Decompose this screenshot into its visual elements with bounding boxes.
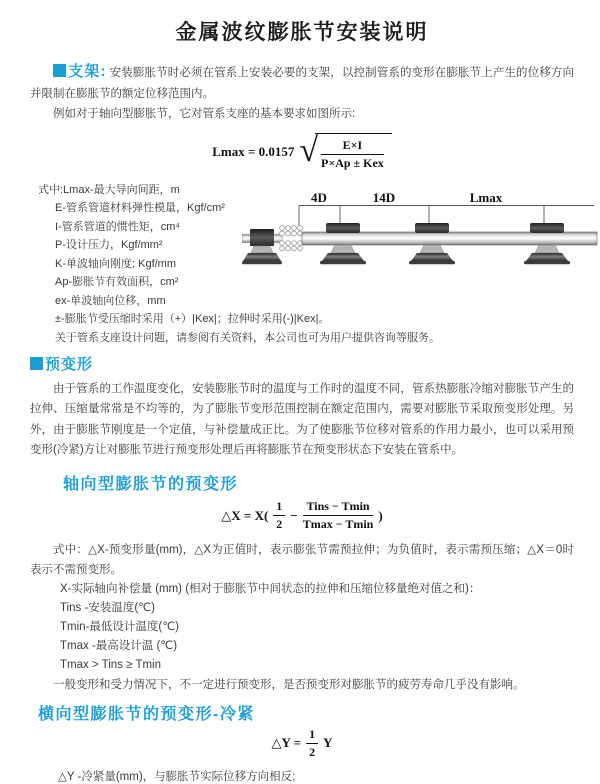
temp-numerator: Tins − Tmin bbox=[303, 499, 374, 516]
bellows-icon bbox=[280, 226, 303, 251]
minus-sign: − bbox=[290, 507, 298, 523]
support-example-line: 例如对于轴向型膨胀节，它对管系支座的基本要求如图所示: bbox=[53, 108, 356, 120]
axial-formula-lhs: △X = X( bbox=[221, 507, 269, 523]
definition-line: Tins -安装温度(℃) bbox=[60, 601, 155, 614]
definition-line: Tmin-最低设计温度(℃) bbox=[60, 620, 179, 633]
definition-line: 式中:Lmax-最大导向间距，m bbox=[38, 183, 180, 196]
definition-line: X-实际轴向补偿量 (mm) (相对于膨胀节中间状态的拉伸和压缩位移量绝对值之和)： bbox=[60, 582, 481, 595]
dim-label-lmax: Lmax bbox=[469, 192, 503, 205]
definition-line: Tmax -最高设计温 (℃) bbox=[60, 639, 178, 652]
lateral-subsection-heading: 横向型膨胀节的预变形-冷紧 bbox=[38, 706, 255, 723]
half-fraction bbox=[273, 499, 285, 532]
pipe-support-diagram bbox=[242, 192, 598, 289]
sqrt-numerator: E×I bbox=[321, 138, 384, 155]
definition-line: 关于管系支座设计问题，请参阅有关资料，本公司也可为用户提供咨询等服务。 bbox=[55, 331, 440, 344]
half-fraction bbox=[306, 727, 318, 760]
definition-line: P-设计压力，Kgf/mm² bbox=[55, 239, 163, 251]
axial-remark-line: 一般变形和受力情况下，不一定进行预变形，是否预变形对膨胀节的疲劳寿命几乎没有影响。 bbox=[53, 678, 525, 691]
axial-formula-rhs: ) bbox=[378, 507, 383, 523]
lmax-formula bbox=[30, 131, 574, 173]
axial-note-paragraph: 式中：△X-预变形量(mm)，△X为正值时，表示膨张节需预拉伸；为负值时，表示需预压缩；△X＝0时表示不需预变形。 bbox=[30, 543, 574, 576]
dim-label-14d: 14D bbox=[372, 192, 396, 205]
temp-denominator: Tmax − Tmin bbox=[302, 517, 374, 531]
definition-line: ±-膨胀节受压缩时采用（+）|Kex|；拉伸时采用(-)|Kex|。 bbox=[55, 313, 330, 325]
axial-subsection-heading: 轴向型膨胀节的预变形 bbox=[63, 475, 239, 493]
half-denominator: 2 bbox=[309, 744, 316, 759]
definition-line: Tmax > Tins ≥ Tmin bbox=[60, 658, 161, 671]
section-bullet-icon bbox=[30, 357, 43, 370]
preset-body-paragraph: 由于管系的工作温度变化，安装膨胀节时的温度与工作时的温度不同，管系热膨胀冷缩对膨胀节产生的拉伸、压缩量常常是不均等的，为了膨胀节变形范围控制在额定范围内，需要对膨胀节采取预变形处理。另外，由于膨胀节刚度是一个定值，与补偿量成正比。为了使膨胀节位移对管系的作用力最小，也可以采用预变形(冷紧)方让对膨胀节进行预变形处理后再将膨胀节在预变形状态下安装在管系中。 bbox=[30, 382, 574, 456]
pipe bbox=[302, 232, 597, 245]
lateral-formula-lhs: △Y = bbox=[271, 735, 302, 750]
anchor-support bbox=[242, 229, 282, 264]
lateral-formula bbox=[30, 728, 574, 758]
preset-section-heading: 预变形 bbox=[45, 356, 94, 373]
half-numerator: 1 bbox=[273, 499, 285, 516]
definition-line: Ap-膨胀节有效面积，cm² bbox=[55, 276, 179, 288]
definition-line: K-单波轴向刚度; Kgf/mm bbox=[55, 257, 177, 270]
axial-formula bbox=[30, 498, 574, 534]
axial-definition-list bbox=[30, 580, 574, 675]
support-intro-text: 安装膨胀节时必须在管系上安装必要的支架，以控制管系的变形在膨胀节上产生的位移方向并限制在膨胀节的额定位移范围内。 bbox=[30, 67, 575, 100]
lateral-note-line: △Y -冷紧量(mm)，与膨胀节实际位移方向相反; bbox=[58, 771, 296, 783]
definition-line: ex-单波轴向位移，mm bbox=[55, 294, 166, 307]
half-numerator: 1 bbox=[306, 727, 318, 744]
sqrt-radical bbox=[299, 133, 391, 171]
lateral-formula-rhs: Y bbox=[323, 735, 333, 750]
definition-line: E-管系管道材料弹性模量，Kgf/cm² bbox=[55, 202, 225, 214]
support-section-heading: 支架: bbox=[68, 63, 107, 80]
support-intro-paragraph bbox=[30, 62, 574, 104]
lmax-formula-lhs: Lmax = 0.0157 bbox=[212, 143, 295, 159]
page-title: 金属波纹膨胀节安装说明 bbox=[175, 21, 429, 44]
dim-label-4d: 4D bbox=[311, 192, 327, 205]
section-bullet-icon bbox=[53, 64, 66, 77]
definition-line: I-管系管道的惯性矩，cm⁴ bbox=[55, 220, 181, 233]
sqrt-denominator: P×Ap ± Kex bbox=[321, 155, 384, 170]
half-denominator: 2 bbox=[276, 517, 283, 531]
temperature-fraction bbox=[303, 499, 374, 532]
radical-sign-icon: √ bbox=[299, 132, 319, 170]
preset-section-heading-row bbox=[30, 355, 574, 377]
